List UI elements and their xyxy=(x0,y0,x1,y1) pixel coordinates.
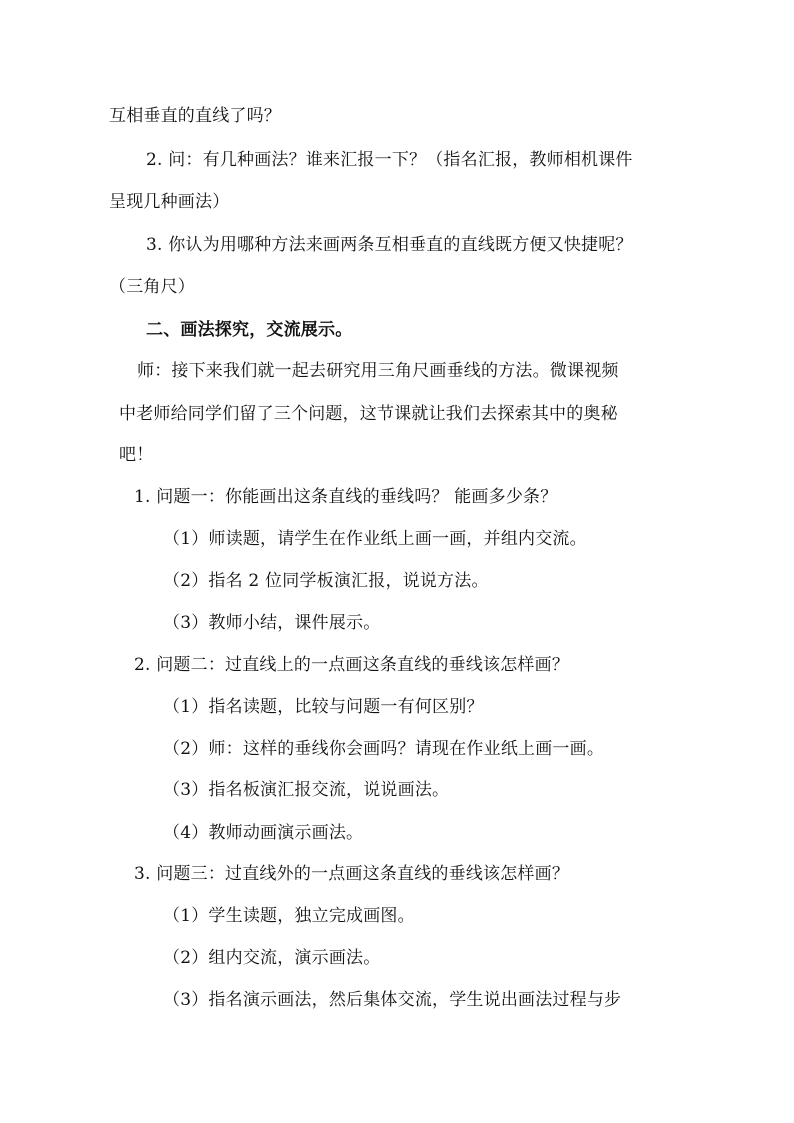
question-2-line-2: 呈现几种画法） xyxy=(109,192,230,212)
problem-3-text: 3. 问题三：过直线外的一点画这条直线的垂线该怎样画？ xyxy=(134,864,570,884)
problem-2-step-4: （4）教师动画演示画法。 xyxy=(163,823,364,843)
problem-3-step-2: （2）组内交流，演示画法。 xyxy=(163,948,381,968)
problem-2-step-2: （2）师：这样的垂线你会画吗？请现在作业纸上画一画。 xyxy=(163,739,605,759)
problem-1-step-3: （3）教师小结，课件展示。 xyxy=(163,613,381,633)
question-3-line-1: 3. 你认为用哪种方法来画两条互相垂直的直线既方便又快捷呢？ xyxy=(146,235,633,255)
problem-2-step-1: （1）指名读题，比较与问题一有何区别？ xyxy=(163,697,484,717)
section-2-heading: 二、画法探究，交流展示。 xyxy=(146,320,353,340)
problem-2-text: 2. 问题二：过直线上的一点画这条直线的垂线该怎样画？ xyxy=(134,655,570,675)
teacher-text-line-2: 中老师给同学们留了三个问题，这节课就让我们去探索其中的奥秘 xyxy=(119,404,618,424)
problem-1-step-2: （2）指名 2 位同学板演汇报，说说方法。 xyxy=(163,571,489,591)
problem-1-step-1: （1）师读题，请学生在作业纸上画一画，并组内交流。 xyxy=(163,529,587,549)
problem-3-step-3: （3）指名演示画法，然后集体交流，学生说出画法过程与步 xyxy=(163,990,622,1010)
problem-1-text: 1. 问题一：你能画出这条直线的垂线吗？ 能画多少条？ xyxy=(134,487,558,507)
teacher-text-line-1: 师：接下来我们就一起去研究用三角尺画垂线的方法。微课视频 xyxy=(137,361,619,381)
teacher-text-line-3: 吧！ xyxy=(119,445,154,465)
problem-3-step-1: （1）学生读题，独立完成画图。 xyxy=(163,906,415,926)
intro-continuation-text: 互相垂直的直线了吗？ xyxy=(109,106,281,126)
question-3-line-2: （三角尺） xyxy=(109,277,195,297)
problem-2-step-3: （3）指名板演汇报交流，说说画法。 xyxy=(163,780,450,800)
question-2-line-1: 2. 问：有几种画法？谁来汇报一下？（指名汇报，教师相机课件 xyxy=(146,150,633,170)
